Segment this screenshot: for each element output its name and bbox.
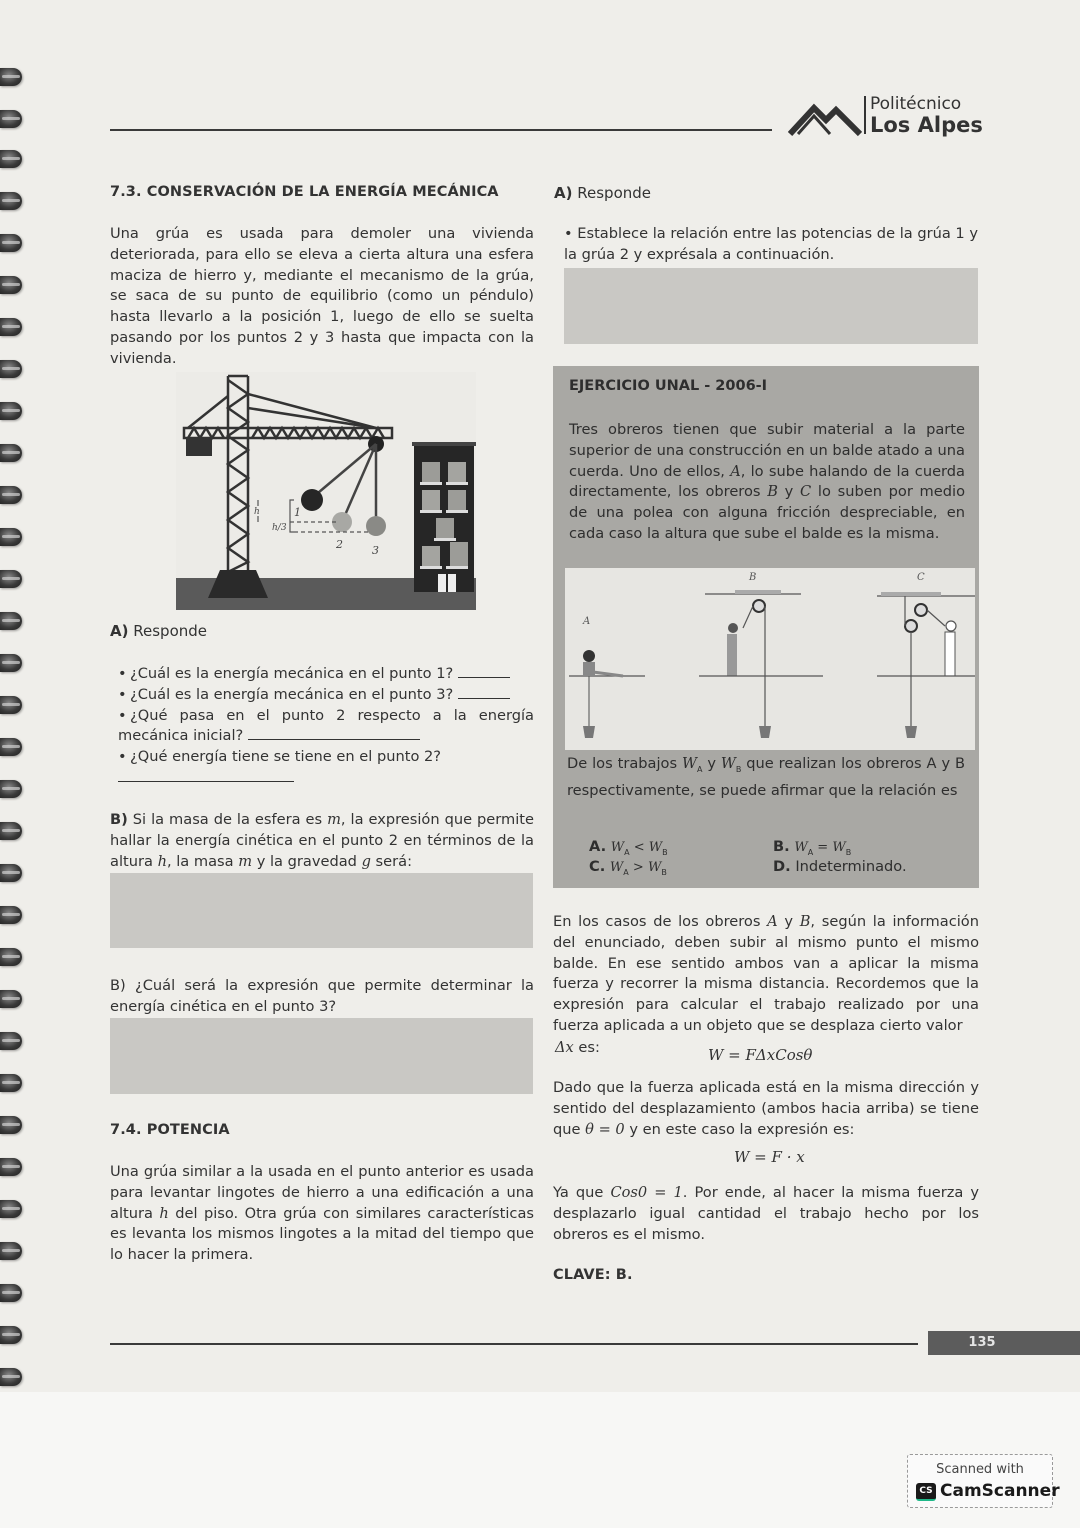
option-a[interactable]: A. $W_A < W_B$ (589, 838, 668, 857)
answer-box-b1[interactable] (110, 873, 533, 948)
question-item: • ¿Cuál es la energía mecánica en el punto 3? (118, 685, 534, 706)
answer-blank[interactable] (118, 768, 294, 782)
svg-text:A: A (583, 616, 591, 627)
part-b1-question: B) Si la masa de la esfera es m, la expresión que permite hallar la energía cinética en el punto 2 en términos de la altura h, la masa m y la gravedad g será: (110, 811, 534, 870)
option-c[interactable]: C. $W_A > W_B$ (589, 858, 667, 877)
logo-line-1: Politécnico (870, 94, 962, 114)
answer-blank[interactable] (458, 685, 510, 699)
solution-paragraph-2: Dado que la fuerza aplicada está en la misma dirección y sentido del desplazamiento (ambos hacia arriba) se tiene que θ = 0 y en este caso la expresión es: (553, 1079, 979, 1138)
question-item: • ¿Qué pasa en el punto 2 respecto a la energía mecánica inicial? (118, 706, 534, 745)
svg-text:B: B (749, 572, 757, 583)
svg-text:h: h (254, 507, 260, 517)
option-d[interactable]: D. Indeterminado. (773, 858, 907, 875)
section-intro-7-4: Una grúa similar a la usada en el punto anterior es usada para levantar lingotes de hierro a una edificación a una altura h del piso. Otra grúa con similares características es levanta los mismos lingotes a la mitad del tiempo que lo hacer la primera. (110, 1163, 534, 1264)
option-b[interactable]: B. $W_A = W_B$ (773, 838, 852, 857)
svg-text:C: C (917, 572, 925, 583)
page-number: 135 (928, 1331, 1080, 1355)
solution-paragraph-3: Ya que Cos0 = 1. Por ende, al hacer la misma fuerza y desplazarlo igual cantidad el trabajo hecho por los obreros es el mismo. (553, 1184, 979, 1243)
logo (788, 92, 988, 142)
header-rule (110, 129, 772, 131)
crane-pendulum-figure (176, 372, 476, 610)
question-item: • ¿Qué energía tiene se tiene en el punto 2? (118, 747, 534, 789)
exercise-box (553, 366, 979, 888)
camscanner-logo-icon: CS (916, 1483, 936, 1501)
exercise-title: EJERCICIO UNAL - 2006-I (569, 378, 768, 394)
camscanner-watermark: Scanned with CS CamScanner (907, 1454, 1053, 1508)
section-intro-7-3: Una grúa es usada para demoler una vivienda deteriorada, para ello se eleva a cierta altura una esfera maciza de hierro y, mediante el mecanismo de la grúa, se saca de su punto de equilibrio (como un péndulo) hasta llevarlo a la posición 1, luego de ello se suelta pasando por los puntos 2 y 3 hasta que impacta con la vivienda. (110, 225, 534, 367)
solution-paragraph-1: En los casos de los obreros A y B, según la información del enunciado, deben subir al mismo punto el mismo balde. En ese sentido ambos van a aplicar la misma fuerza y recorrer la misma distancia. Recordemos que la expresión para calcular el trabajo realizado por una fuerza aplicada a un objeto que se desplaza cierto valor (553, 913, 979, 1034)
work-formula: W = FΔxCosθ (708, 1046, 813, 1064)
exercise-statement: Tres obreros tienen que subir material a la parte superior de una construcción en un balde atado a una cuerda. Uno de ellos, A, lo sube halando de la cuerda directamente, los obreros B y C lo suben por medio de una polea con alguna fricción despreciable, en cada caso la altura que sube el balde es la misma. (569, 421, 965, 542)
footer-rule (110, 1343, 918, 1345)
simplified-work-formula: W = F · x (734, 1148, 805, 1166)
svg-text:2: 2 (336, 538, 343, 551)
potencia-question: • Establece la relación entre las potencias de la grúa 1 y la grúa 2 y exprésala a continuación. (564, 225, 979, 263)
pulley-workers-figure (565, 568, 975, 750)
delta-x-label: Δx es: (555, 1039, 600, 1056)
mountain-logo-icon (788, 98, 862, 138)
svg-text:3: 3 (372, 544, 379, 557)
building (412, 442, 476, 592)
svg-text:1: 1 (294, 506, 301, 519)
logo-line-2: Los Alpes (870, 113, 983, 137)
svg-text:h/3: h/3 (272, 523, 287, 533)
answer-box-potencia[interactable] (564, 268, 978, 344)
answer-blank[interactable] (458, 664, 510, 678)
answer-box-b2[interactable] (110, 1018, 533, 1094)
respond-a-heading-right: A) Responde (554, 184, 651, 202)
question-item: • ¿Cuál es la energía mecánica en el punto 1? (118, 664, 534, 685)
respond-a-heading: A) Responde (110, 622, 207, 640)
section-title-7-4: 7.4. POTENCIA (110, 1122, 230, 1138)
part-b2-question: B) ¿Cuál será la expresión que permite determinar la energía cinética en el punto 3? (110, 977, 534, 1015)
answer-key: CLAVE: B. (553, 1267, 633, 1283)
section-title-7-3: 7.3. CONSERVACIÓN DE LA ENERGÍA MECÁNICA (110, 184, 499, 200)
exercise-question: De los trabajos $W_A$ y $W_B$ que realizan los obreros A y B respectivamente, se puede afirmar que la relación es (567, 755, 965, 799)
answer-blank[interactable] (248, 726, 420, 740)
logo-divider (864, 96, 866, 134)
question-list (118, 664, 534, 789)
